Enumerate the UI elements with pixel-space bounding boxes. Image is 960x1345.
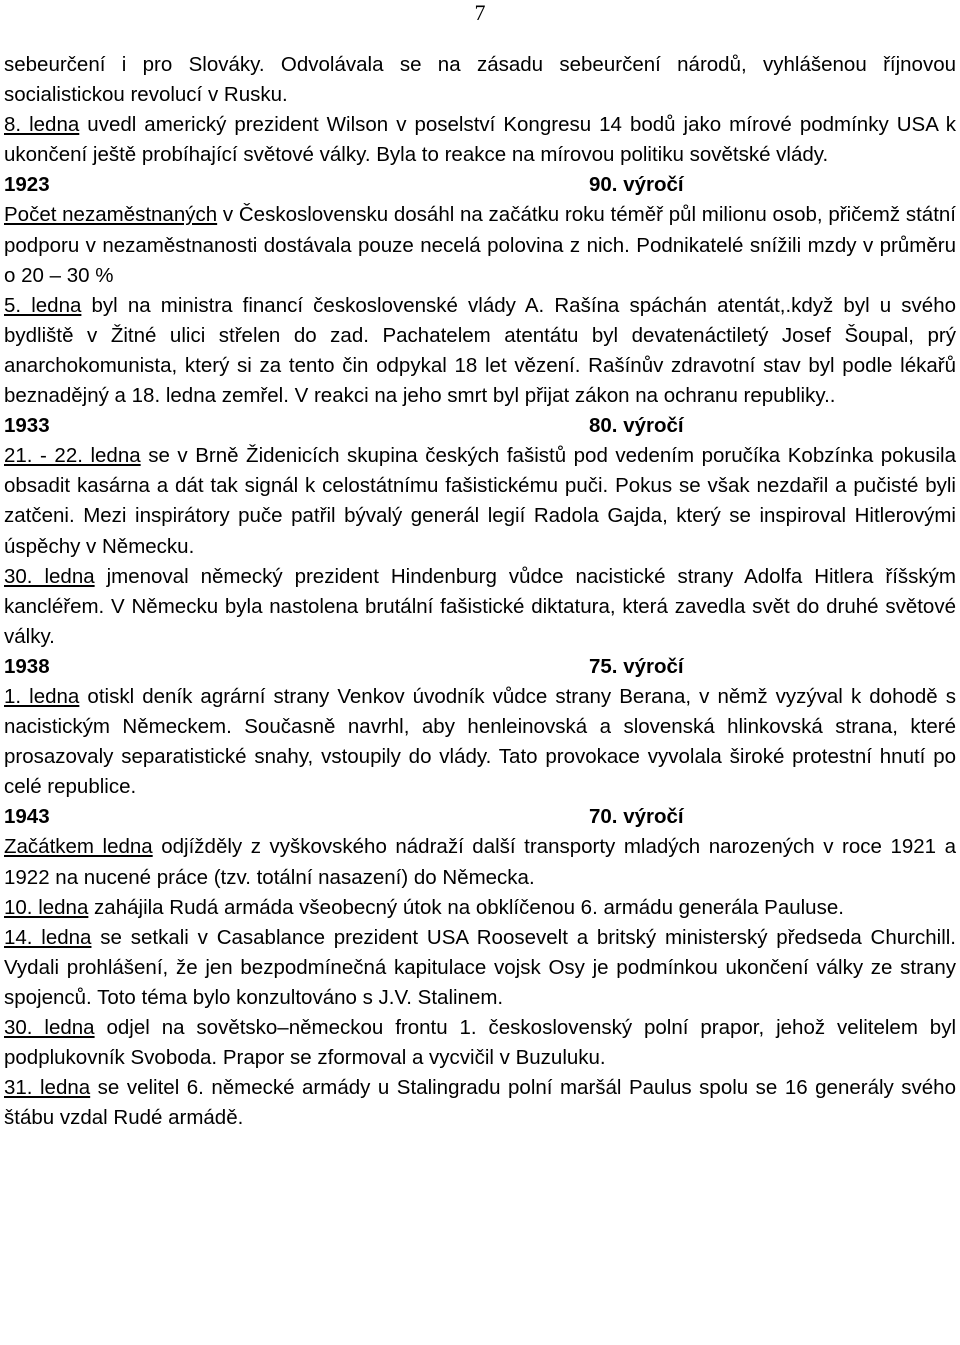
paragraph-text: se v Brně Židenicích skupina českých fašistů pod vedením poručíka Kobzínka pokusila obsadit kasárna a dát tak signál k celostátnímu fašistickému puči. Pokus se však nezdařil a pučisté byli zatčeni. Mezi inspirátory puče patřil bývalý generál legií Radola Gajda, který se inspiroval Hitlerovými úspěchy v Německu. bbox=[4, 444, 956, 558]
paragraph bbox=[4, 832, 956, 892]
paragraph bbox=[4, 682, 956, 802]
paragraph bbox=[4, 1013, 956, 1073]
year-heading bbox=[4, 170, 956, 200]
paragraph-text: jmenoval německý prezident Hindenburg vůdce nacistické strany Adolfa Hitlera říšským kancléřem. V Německu byla nastolena brutální fašistické diktatura, která zavedla svět do druhé světové války. bbox=[4, 564, 956, 648]
paragraph bbox=[4, 1073, 956, 1133]
event-date: 5. ledna bbox=[4, 293, 82, 317]
paragraph bbox=[4, 441, 956, 561]
heading-year: 1923 bbox=[4, 173, 50, 197]
paragraph bbox=[4, 893, 956, 923]
heading-anniversary: 90. výročí bbox=[589, 173, 684, 197]
paragraph bbox=[4, 291, 956, 411]
heading-year: 1943 bbox=[4, 805, 50, 829]
heading-year: 1933 bbox=[4, 414, 50, 438]
year-heading bbox=[4, 652, 956, 682]
event-date: Začátkem ledna bbox=[4, 835, 153, 859]
document-body bbox=[4, 50, 956, 1133]
heading-anniversary: 80. výročí bbox=[589, 414, 684, 438]
event-date: 31. ledna bbox=[4, 1076, 91, 1100]
paragraph bbox=[4, 200, 956, 290]
event-date: 30. ledna bbox=[4, 1016, 95, 1039]
heading-year: 1938 bbox=[4, 654, 50, 678]
paragraph bbox=[4, 50, 956, 110]
heading-anniversary: 70. výročí bbox=[589, 805, 684, 829]
event-date: 1. ledna bbox=[4, 684, 80, 708]
paragraph-text: se setkali v Casablance prezident USA Roosevelt a britský ministerský předseda Churchill. Vydali prohlášení, že jen bezpodmínečná kapitulace vojsk Osy je podmínkou ukončení války ze strany spojenců. Toto téma bylo konzultováno s J.V. Stalinem. bbox=[4, 925, 956, 1009]
year-heading bbox=[4, 411, 956, 441]
event-date: 14. ledna bbox=[4, 925, 92, 949]
paragraph-text: v Československu dosáhl na začátku roku téměř půl milionu osob, přičemž státní podporu v nezaměstnanosti dostávala pouze necelá polovina z nich. Podnikatelé snížili mzdy v průměru o 20 – 30 % bbox=[4, 203, 956, 287]
paragraph-text: otiskl deník agrární strany Venkov úvodník vůdce strany Berana, v němž vyzýval k dohodě s nacistickým Německem. Současně navrhl, aby henleinovská a slovenská hlinkovská strana, které prosazovaly separatistické snahy, vstoupily do vlády. Tato provokace vyvolala široké protestní hnutí po celé republice. bbox=[4, 684, 957, 799]
paragraph-text: se velitel 6. německé armády u Stalingradu polní maršál Paulus spolu se 16 generály svého štábu vzdal Rudé armádě. bbox=[4, 1076, 956, 1130]
event-date: 30. ledna bbox=[4, 564, 95, 588]
paragraph-text: byl na ministra financí československé vlády A. Rašína spáchán atentát,.když byl u svého bydliště v Žitné ulici střelen do zad. Pachatelem atentátu byl devatenáctiletý Josef Šoupal, prý anarchokomunista, který si za tento čin odpykal 18 let vězení. Rašínův zdravotní stav byl podle lékařů beznadějný a 18. ledna zemřel. V reakci na jeho smrt byl přijat zákon na ochranu republiky.. bbox=[4, 293, 956, 408]
paragraph-text: odjížděly z vyškovského nádraží další transporty mladých narozených v roce 1921 a 1922 na nucené práce (tzv. totální nasazení) do Německa. bbox=[4, 835, 956, 889]
paragraph-text: sebeurčení i pro Slováky. Odvolávala se na zásadu sebeurčení národů, vyhlášenou říjnovou socialistickou revolucí v Rusku. bbox=[4, 53, 956, 107]
event-date: 10. ledna bbox=[4, 895, 89, 919]
paragraph-text: odjel na sovětsko–německou frontu 1. československý polní prapor, jehož velitelem byl podplukovník Svoboda. Prapor se zformoval a vycvičil v Buzuluku. bbox=[4, 1016, 957, 1070]
event-date: Počet nezaměstnaných bbox=[4, 203, 218, 227]
heading-anniversary: 75. výročí bbox=[589, 654, 684, 678]
paragraph bbox=[4, 110, 956, 170]
paragraph-text: zahájila Rudá armáda všeobecný útok na obklíčenou 6. armádu generála Pauluse. bbox=[88, 895, 844, 919]
event-date: 8. ledna bbox=[4, 113, 80, 137]
paragraph-text: uvedl americký prezident Wilson v poselství Kongresu 14 bodů jako mírové podmínky USA k ukončení ještě probíhající světové války. Byla to reakce na mírovou politiku sovětské vlády. bbox=[4, 113, 956, 167]
paragraph bbox=[4, 562, 956, 652]
page-number: 7 bbox=[474, 0, 486, 25]
event-date: 21. - 22. ledna bbox=[4, 444, 141, 468]
paragraph bbox=[4, 923, 956, 1013]
year-heading bbox=[4, 802, 956, 832]
